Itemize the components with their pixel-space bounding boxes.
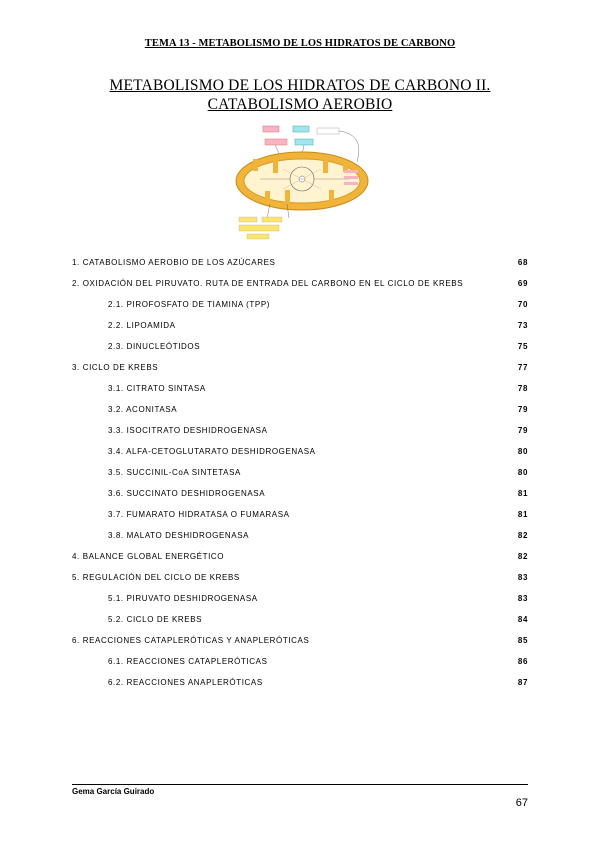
toc-entry-label: 3.2. ACONITASA [108, 405, 178, 414]
toc-entry-page: 70 [517, 300, 528, 309]
toc-entry-label: 3.8. MALATO DESHIDROGENASA [108, 531, 250, 540]
toc-entry [72, 489, 528, 510]
toc-entry [72, 552, 528, 573]
toc-entry-label: 3.1. CITRATO SINTASA [108, 384, 206, 393]
toc-entry-label: 5. REGULACIÓN DEL CICLO DE KREBS [72, 573, 240, 582]
toc-entry-label: 2.3. DINUCLEÓTIDOS [108, 342, 201, 351]
toc-entry-page: 69 [517, 279, 528, 288]
toc-entry [72, 426, 528, 447]
toc-entry-label: 2.2. LIPOAMIDA [108, 321, 176, 330]
toc-entry-page: 87 [517, 678, 528, 687]
toc-entry-label: 1. CATABOLISMO AEROBIO DE LOS AZÚCARES [72, 258, 276, 267]
toc-entry [72, 573, 528, 594]
toc-entry [72, 657, 528, 678]
toc-entry-label: 6. REACCIONES CATAPLERÓTICAS Y ANAPLERÓTICAS [72, 636, 310, 645]
toc-entry-page: 80 [517, 468, 528, 477]
toc-entry-label: 5.2. CICLO DE KREBS [108, 615, 203, 624]
toc-entry-page: 73 [517, 321, 528, 330]
toc-entry-label: 3.5. SUCCINIL-CoA SINTETASA [108, 468, 241, 477]
toc-entry-page: 83 [517, 594, 528, 603]
toc-entry [72, 405, 528, 426]
toc-entry [72, 258, 528, 279]
toc-entry-page: 82 [517, 552, 528, 561]
toc-entry-label: 3. CICLO DE KREBS [72, 363, 159, 372]
chapter-title-line-2: CATABOLISMO AEROBIO [207, 96, 393, 113]
toc-entry [72, 342, 528, 363]
toc-entry [72, 594, 528, 615]
toc-entry-page: 81 [517, 510, 528, 519]
toc-entry-page: 68 [517, 258, 528, 267]
toc-entry-label: 3.3. ISOCITRATO DESHIDROGENASA [108, 426, 268, 435]
toc-entry-label: 3.7. FUMARATO HIDRATASA O FUMARASA [108, 510, 290, 519]
toc-entry-page: 79 [517, 426, 528, 435]
toc-entry [72, 300, 528, 321]
chapter-title-line-1: METABOLISMO DE LOS HIDRATOS DE CARBONO II. [109, 77, 491, 94]
toc-entry-label: 5.1. PIRUVATO DESHIDROGENASA [108, 594, 258, 603]
mitochondrion-figure [225, 122, 375, 247]
toc-entry-page: 79 [517, 405, 528, 414]
toc-entry-label: 3.4. ALFA-CETOGLUTARATO DESHIDROGENASA [108, 447, 316, 456]
toc-entry-page: 81 [517, 489, 528, 498]
footer-divider [72, 784, 528, 785]
toc-entry-page: 86 [517, 657, 528, 666]
toc-entry-label: 2.1. PIROFOSFATO DE TIAMINA (TPP) [108, 300, 271, 309]
toc-entry-page: 77 [517, 363, 528, 372]
toc-entry-page: 80 [517, 447, 528, 456]
toc-entry [72, 636, 528, 657]
toc-entry-page: 75 [517, 342, 528, 351]
toc-entry-label: 4. BALANCE GLOBAL ENERGÉTICO [72, 552, 225, 561]
toc-entry [72, 384, 528, 405]
chapter-title [60, 76, 540, 114]
toc-entry-page: 85 [517, 636, 528, 645]
toc-entry-label: 2. OXIDACIÓN DEL PIRUVATO. RUTA DE ENTRADA DEL CARBONO EN EL CICLO DE KREBS [72, 279, 464, 288]
toc-entry [72, 321, 528, 342]
toc-entry-page: 82 [517, 531, 528, 540]
toc-entry [72, 678, 528, 699]
toc-entry-label: 6.1. REACCIONES CATAPLERÓTICAS [108, 657, 268, 666]
mitochondrion-diagram [225, 122, 375, 247]
toc-entry-page: 83 [517, 573, 528, 582]
toc-entry [72, 447, 528, 468]
running-header: TEMA 13 - METABOLISMO DE LOS HIDRATOS DE CARBONO [144, 38, 456, 49]
toc-entry-label: 3.6. SUCCINATO DESHIDROGENASA [108, 489, 266, 498]
toc-entry [72, 615, 528, 636]
toc-entry [72, 510, 528, 531]
footer-page-number: 67 [515, 797, 528, 809]
footer-author: Gema García Guirado [72, 787, 155, 796]
toc-entry [72, 468, 528, 489]
toc-entry-label: 6.2. REACCIONES ANAPLERÓTICAS [108, 678, 263, 687]
table-of-contents [72, 258, 528, 699]
toc-entry [72, 363, 528, 384]
toc-entry-page: 84 [517, 615, 528, 624]
toc-entry-page: 78 [517, 384, 528, 393]
toc-entry [72, 531, 528, 552]
toc-entry [72, 279, 528, 300]
